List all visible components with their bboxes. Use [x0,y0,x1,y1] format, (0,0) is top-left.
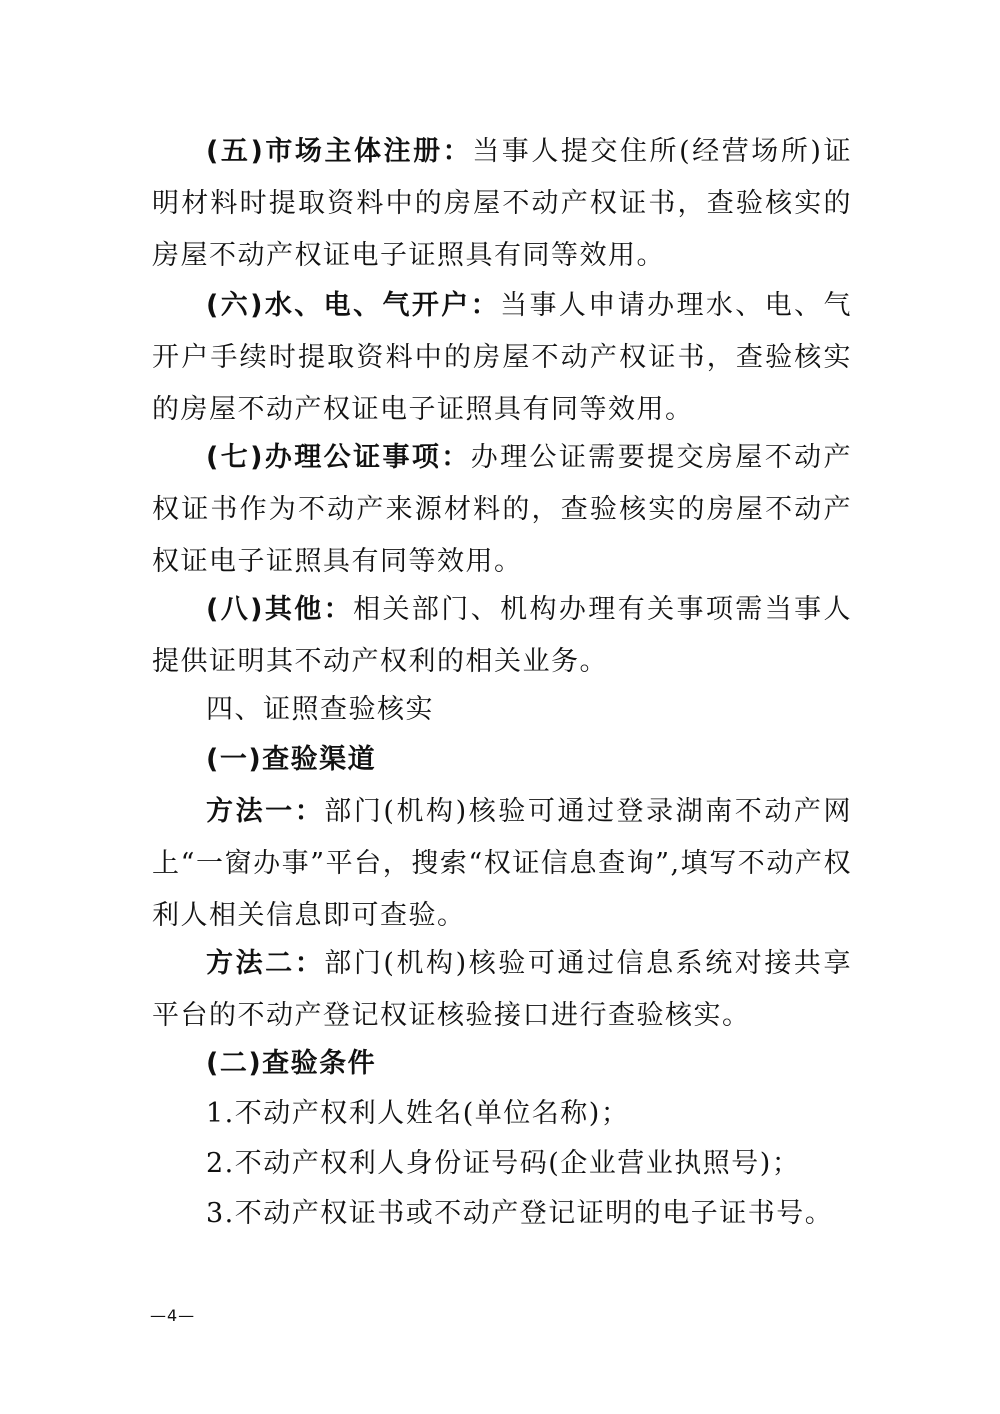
section-5-paragraph [152,126,852,282]
method-2-paragraph [152,938,852,1042]
page-number: —4— [150,1306,196,1325]
section-8-paragraph [152,584,852,688]
section-7-paragraph [152,432,852,588]
section-6-label: (六)水、电、气开户： [206,290,501,321]
part-4-heading: 四、证照查验核实 [206,694,434,725]
section-5-label: (五)市场主体注册： [206,136,473,167]
method-2-text: 部门(机构)核验可通过信息系统对接共享平台的不动产登记权证核验接口进行查验核实。 [152,948,852,1031]
section-8-text: 相关部门、机构办理有关事项需当事人提供证明其不动产权利的相关业务。 [152,594,853,677]
section-6-text: 当事人申请办理水、电、气开户手续时提取资料中的房屋不动产权证书，查验核实的房屋不动产权证电子证照具有同等效用。 [152,290,852,425]
section-7-text: 办理公证需要提交房屋不动产权证书作为不动产来源材料的，查验核实的房屋不动产权证电子证照具有同等效用。 [152,442,852,577]
method-2-label: 方法二： [206,948,325,979]
condition-item-3: 3.不动产权证书或不动产登记证明的电子证书号。 [206,1198,834,1229]
method-1-paragraph [152,786,852,942]
method-1-text: 部门(机构)核验可通过登录湖南不动产网上“一窗办事”平台，搜索“权证信息查询”,填写不动产权利人相关信息即可查验。 [152,796,852,931]
method-1-label: 方法一： [206,796,325,827]
subsection-1-heading: (一)查验渠道 [206,744,377,775]
section-6-paragraph [152,280,852,436]
section-7-label: (七)办理公证事项： [206,442,471,473]
subsection-2-heading: (二)查验条件 [206,1048,377,1079]
condition-item-1: 1.不动产权利人姓名(单位名称)； [206,1098,630,1129]
condition-item-2: 2.不动产权利人身份证号码(企业营业执照号)； [206,1148,801,1179]
section-5-text: 当事人提交住所(经营场所)证明材料时提取资料中的房屋不动产权证书，查验核实的房屋不动产权证电子证照具有同等效用。 [152,136,852,271]
section-8-label: (八)其他： [206,594,354,625]
